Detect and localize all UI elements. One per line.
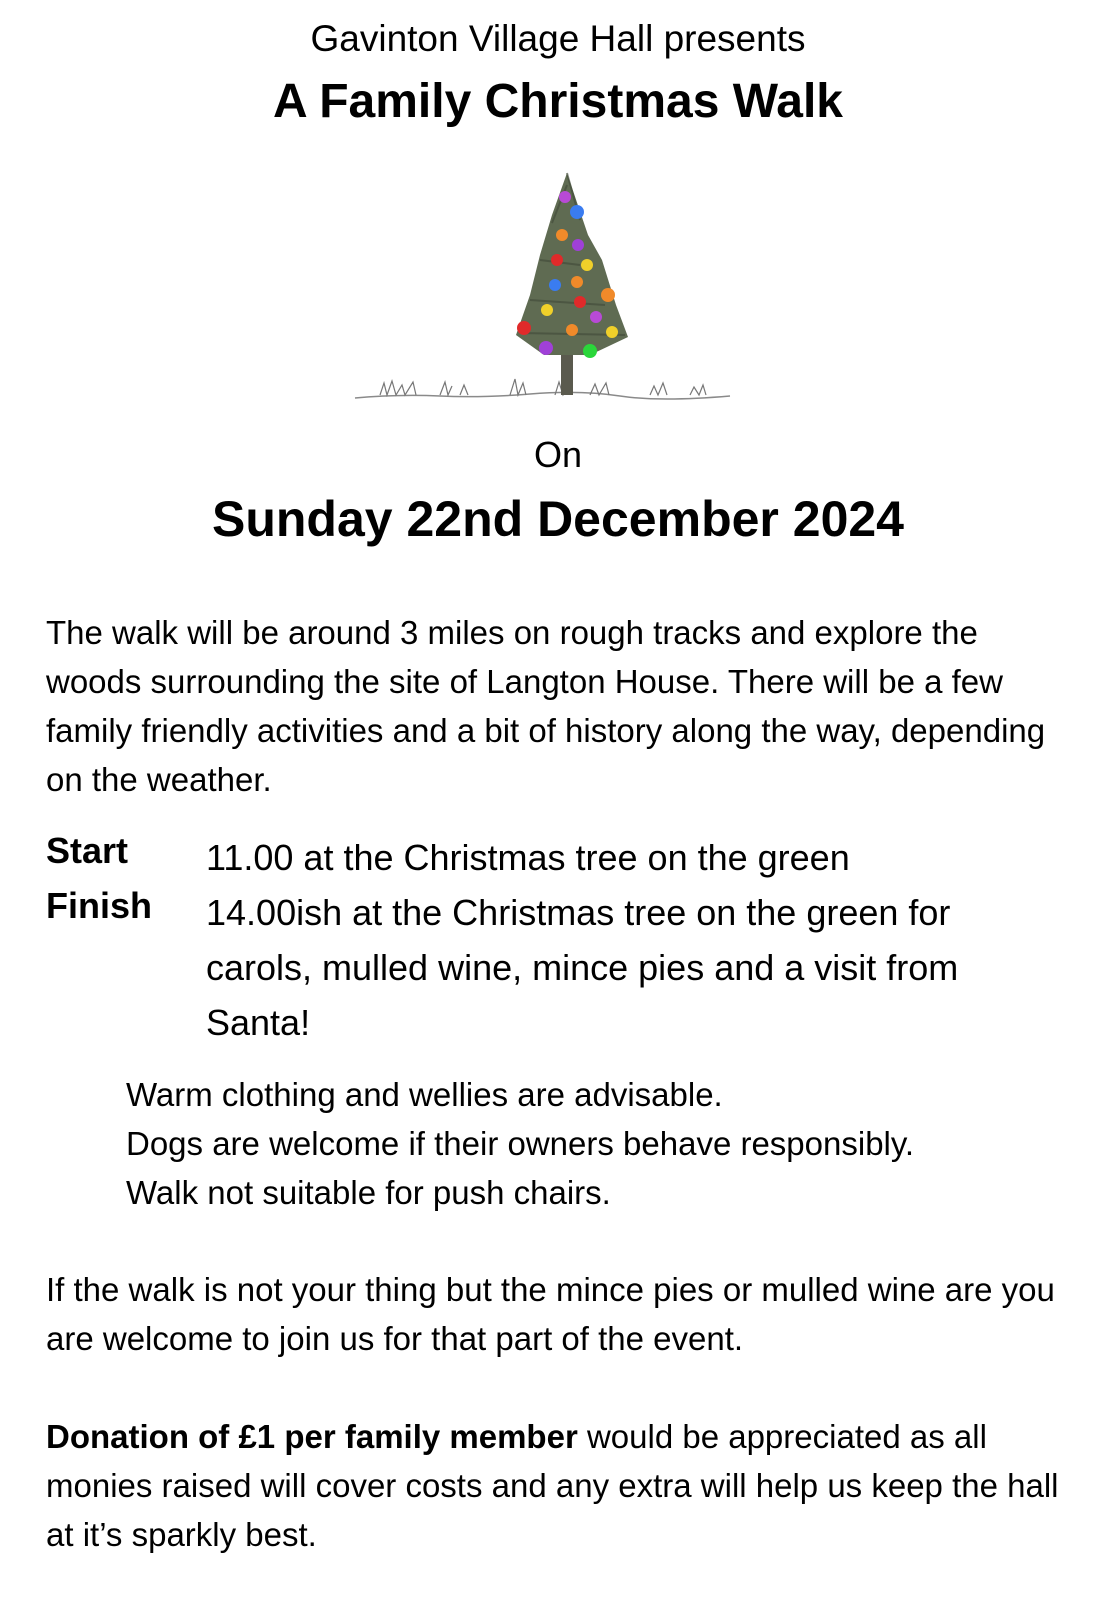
note-clothing: Warm clothing and wellies are advisable. bbox=[126, 1076, 723, 1113]
event-date: Sunday 22nd December 2024 bbox=[212, 491, 904, 547]
on-label: On bbox=[533, 434, 583, 475]
start-text: 11.00 at the Christmas tree on the green bbox=[206, 837, 850, 878]
intro-paragraph: The walk will be around 3 miles on rough tracks and explore the woods surrounding the site of Langton House. There will be a few family friendly activities and a bit of history along the way, depending on the weather. bbox=[46, 614, 1046, 798]
closing-paragraph: If the walk is not your thing but the mince pies or mulled wine are you are welcome to join us for that part of the event. bbox=[46, 1271, 1055, 1357]
christmas-tree-icon bbox=[340, 165, 750, 415]
finish-label: Finish bbox=[46, 885, 152, 926]
finish-text: 14.00ish at the Christmas tree on the green for carols, mulled wine, mince pies and a visit from Santa! bbox=[206, 892, 959, 1043]
notes-list bbox=[126, 1070, 914, 1217]
presenter-line: Gavinton Village Hall presents bbox=[310, 18, 806, 59]
donation-paragraph bbox=[46, 1412, 1076, 1559]
note-push-chairs: Walk not suitable for push chairs. bbox=[126, 1174, 611, 1211]
page-title: A Family Christmas Walk bbox=[273, 75, 843, 128]
note-dogs: Dogs are welcome if their owners behave responsibly. bbox=[126, 1125, 915, 1162]
start-label: Start bbox=[46, 830, 129, 871]
donation-text: would be appreciated as all monies raised will cover costs and any extra will help us keep the hall at it’s sparkly best. bbox=[46, 1418, 1059, 1553]
donation-emphasis: Donation of £1 per family member bbox=[46, 1418, 578, 1455]
